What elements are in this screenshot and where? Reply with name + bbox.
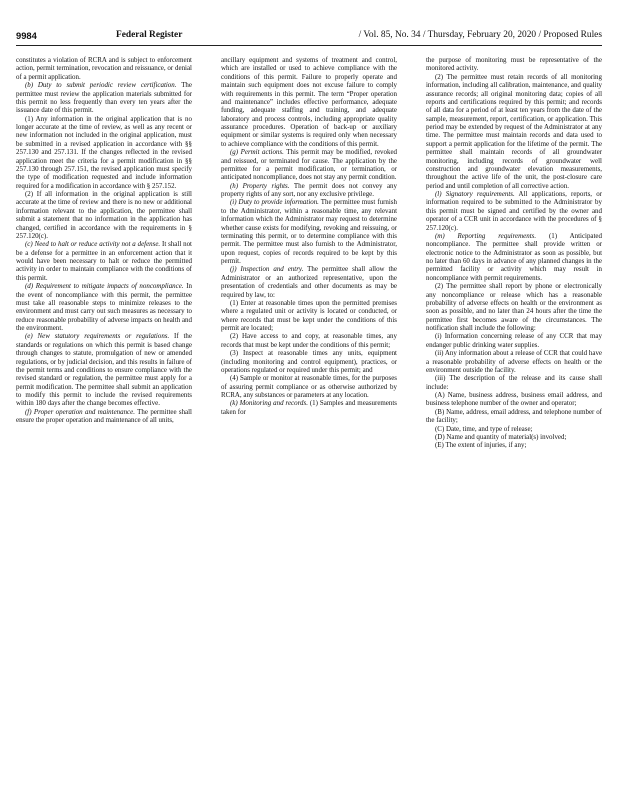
paragraph-text: The permittee shall ensure the proper operation and maintenance of all units, bbox=[16, 407, 192, 425]
paragraph bbox=[426, 282, 602, 332]
paragraph bbox=[221, 374, 397, 399]
paragraph-heading: (h) Property rights. bbox=[230, 181, 290, 190]
paragraph bbox=[16, 282, 192, 332]
text-column-2 bbox=[221, 56, 397, 786]
paragraph-text: (1) Anticipated noncompliance. The permittee shall provide written or electronic notice to the Administrator as soon as possible, but no later than 60 days in advance of any planned changes in the permitted facility or activity which may result in noncompliance with permit requirements. bbox=[426, 231, 602, 282]
paragraph bbox=[426, 332, 602, 349]
paragraph bbox=[426, 232, 602, 282]
paragraph bbox=[16, 81, 192, 115]
paragraph bbox=[16, 115, 192, 190]
paragraph-heading: (l) Signatory requirements. bbox=[435, 190, 515, 198]
paragraph-text: (iii) The description of the release and its cause shall include: bbox=[426, 374, 602, 391]
paragraph-text: (ii) Any information about a release of CCR that could have a reasonable probability of adverse effects on health or the environment outside the facility. bbox=[426, 349, 602, 374]
paragraph-text: (3) Inspect at reasonable times any units, equipment (including monitoring and control equipment), practices, or operations regulated or required under this permit; and bbox=[221, 349, 397, 374]
running-head bbox=[116, 30, 602, 40]
paragraph-heading: (f) Proper operation and maintenance. bbox=[25, 407, 135, 416]
header-rule bbox=[16, 45, 602, 46]
paragraph-text: (C) Date, time, and type of release; bbox=[435, 424, 533, 433]
paragraph bbox=[16, 56, 192, 81]
paragraph-heading: (i) Duty to provide information. bbox=[230, 198, 319, 207]
paragraph-heading: (b) Duty to submit periodic review certification. bbox=[25, 81, 177, 90]
paragraph-text: ancillary equipment and systems of treatment and control, which are installed or used to achieve compliance with the conditions of this permit. Failure to properly operate and maintain such equipment does not excuse failure to comply with requirements in this permit. The term “Proper operation and maintenance” includes effective performance, adequate funding, adequate staffing and training, and adequate laboratory and process controls, including appropriate quality assurance procedures. Operation of back-up or auxiliary equipment or similar systems is required only when necessary to achieve compliance with the conditions of this permit. bbox=[221, 56, 397, 148]
paragraph-text: (i) Information concerning release of any CCR that may endanger public drinking water supplies. bbox=[426, 332, 602, 349]
paragraph-text: (1) Any information in the original application that is no longer accurate at the time of review, as well as any recent or new information not included in the original application, must be submitted in a revised application in accordance with §§ 257.130 and 257.131. If the changes reflected in the revised application meet the criteria for a permit modification in §§ 257.130 through 257.151, the revised application must specify the type of modification requested and include information required for a modification in accordance with § 257.152. bbox=[16, 114, 192, 190]
paragraph bbox=[16, 332, 192, 407]
running-header bbox=[16, 30, 602, 44]
paragraph-text: The permittee must review the application materials submitted for this permit no less frequently than every ten years after the issuance date of this permit. bbox=[16, 81, 192, 115]
paragraph bbox=[221, 148, 397, 182]
paragraph-text: If the standards or regulations on which this permit is based change through changes to statute, promulgation of new or amended regulations, or by judicial decision, and this results in failure of the permit terms and conditions to ensure compliance with the revised standard or regulation, the permittee must apply for a permit modification. The permittee shall submit an application to modify this permit to include the revised requirements within 180 days after the change becomes effective. bbox=[16, 332, 192, 408]
paragraph bbox=[426, 391, 602, 408]
paragraph-text: It shall not be a defense for a permittee in an enforcement action that it would have been necessary to halt or reduce the permitted activity in order to maintain compliance with the conditions of this permit. bbox=[16, 240, 192, 282]
paragraph-heading: (k) Monitoring and records. bbox=[230, 399, 308, 408]
paragraph-text: In the event of noncompliance with this permit, the permittee must take all reasonable steps to minimize releases to the environment and must carry out such measures as necessary to reduce reasonable probability of adverse impacts on health and the environment. bbox=[16, 282, 192, 332]
paragraph bbox=[426, 425, 602, 433]
paragraph-text: (B) Name, address, email address, and telephone number of the facility; bbox=[426, 407, 602, 425]
paragraph bbox=[426, 441, 602, 449]
paragraph-heading: (c) Need to halt or reduce activity not a defense. bbox=[25, 240, 161, 249]
text-column-3 bbox=[426, 56, 602, 786]
paragraph bbox=[426, 190, 602, 232]
paragraph-text: constitutes a violation of RCRA and is subject to enforcement action, permit termination, revocation and reissuance, or denial of a permit application. bbox=[16, 56, 192, 81]
paragraph-text: This permit may be modified, revoked and reissued, or terminated for cause. The application by the permittee for a permit modification, or termination, or anticipated noncompliance, does not stay any permit condition. bbox=[221, 148, 397, 182]
paragraph-text: (A) Name, business address, business email address, and business telephone number of the owner and operator; bbox=[426, 391, 602, 408]
page-number: 9984 bbox=[16, 30, 37, 41]
paragraph bbox=[426, 73, 602, 190]
paragraph bbox=[426, 408, 602, 425]
paragraph-text: The permittee must furnish to the Administrator, within a reasonable time, any relevant information which the Administrator may request to determine whether cause exists for modifying, revoking and reissuing, or terminating this permit, or to determine compliance with this permit. The permittee must also furnish to the Administrator, upon request, copies of records required to be kept by this permit. bbox=[221, 198, 397, 265]
paragraph bbox=[221, 399, 397, 416]
paragraph bbox=[426, 433, 602, 441]
paragraph bbox=[221, 299, 397, 333]
paragraph bbox=[426, 56, 602, 73]
paragraph-text: (1) Samples and measurements taken for bbox=[221, 399, 397, 416]
paragraph bbox=[221, 56, 397, 148]
paragraph bbox=[221, 349, 397, 374]
paragraph-text: (4) Sample or monitor at reasonable times, for the purposes of assuring permit compliance or as otherwise authorized by RCRA, any substances or parameters at any location. bbox=[221, 374, 397, 399]
paragraph-heading: (g) Permit actions. bbox=[230, 148, 284, 157]
paragraph-text: (E) The extent of injuries, if any; bbox=[435, 441, 527, 450]
paragraph bbox=[221, 265, 397, 299]
paragraph-text: the purpose of monitoring must be representative of the monitored activity. bbox=[426, 56, 602, 73]
paragraph bbox=[16, 190, 192, 240]
paragraph-heading: (d) Requirement to mitigate impacts of noncompliance. bbox=[25, 282, 184, 291]
paragraph-text: (2) The permittee shall report by phone or electronically any noncompliance or release which has a reasonable probability of adverse effects on health or the environment as soon as possible, and no later than 24 hours after the time the permittee first becomes aware of the circumstances. The notification shall include the following: bbox=[426, 282, 602, 332]
paragraph-text: (2) If all information in the original application is still accurate at the time of review and there is no new or additional information relevant to the application, the permittee shall submit a statement that no information in the application has changed, certified in accordance with the requirements in § 257.120(c). bbox=[16, 190, 192, 240]
paragraph-text: (D) Name and quantity of material(s) involved; bbox=[435, 432, 567, 441]
paragraph-text: (2) Have access to and copy, at reasonable times, any records that must be kept under the conditions of this permit; bbox=[221, 332, 397, 349]
paragraph-heading: (e) New statutory requirements or regulations. bbox=[25, 332, 170, 341]
paragraph bbox=[426, 374, 602, 391]
paragraph bbox=[221, 198, 397, 265]
journal-name: Federal Register bbox=[116, 30, 183, 40]
paragraph bbox=[16, 240, 192, 282]
paragraph-text: The permit does not convey any property rights of any sort, nor any exclusive privilege. bbox=[221, 181, 397, 198]
text-column-1 bbox=[16, 56, 192, 786]
paragraph bbox=[16, 408, 192, 425]
paragraph-text: (1) Enter at reasonable times upon the permitted premises where a regulated unit or activity is located or conducted, or where records that must be kept under the conditions of this permit are located; bbox=[221, 298, 397, 332]
paragraph bbox=[221, 332, 397, 349]
paragraph-text: (2) The permittee must retain records of all monitoring information, including all calibration, maintenance, and quality assurance records; all original monitoring data; copies of all reports and certifications required by this permit; and records of all data for a period of at least ten years from the date of the sample, measurement, report, certification, or application. This period may be extended by request of the Administrator at any time. The permittee must maintain records and data used to support a permit application for the lifetime of the permit. The permittee shall maintain records of all groundwater monitoring, including records of groundwater well construction and groundwater elevation measurements, throughout the active life of the unit, the post-closure care period and until completion of all corrective action. bbox=[426, 72, 602, 190]
paragraph bbox=[426, 349, 602, 374]
paragraph bbox=[221, 182, 397, 199]
paragraph-heading: (m) Reporting requirements. bbox=[435, 231, 537, 240]
issue-info: / Vol. 85, No. 34 / Thursday, February 20, 2020 / Proposed Rules bbox=[358, 30, 602, 40]
paragraph-text: The permittee shall allow the Administrator or an authorized representative, upon the presentation of credentials and other documents as may be required by law, to: bbox=[221, 265, 397, 299]
paragraph-heading: (j) Inspection and entry. bbox=[230, 265, 304, 274]
paragraph-text: All applications, reports, or information required to be submitted to the Administrator by this permit must be signed and certified by the owner and operator of a CCR unit in accordance with the procedures of § 257.120(c). bbox=[426, 190, 602, 232]
